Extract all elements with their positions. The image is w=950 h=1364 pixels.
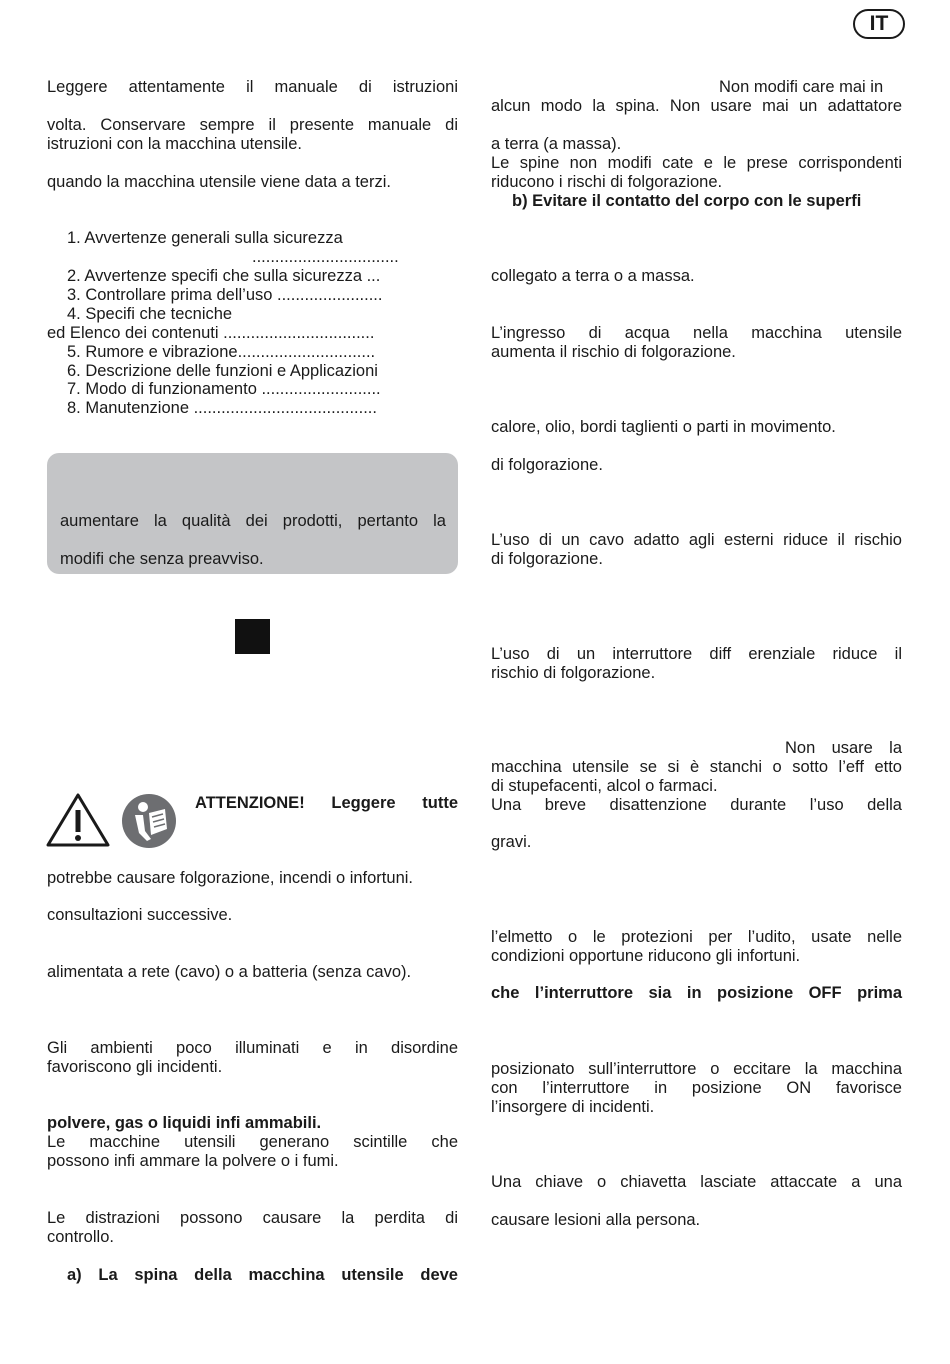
body-line-10: controllo. [47, 1228, 114, 1246]
right-line-2: alcun modo la spina. Non usare mai un adattatore [491, 97, 902, 115]
toc-item-4[interactable]: 4. Specifi che tecniche [67, 305, 233, 323]
body-line-6: polvere, gas o liquidi infi ammabili. [47, 1114, 322, 1132]
toc-item-7[interactable]: 7. Modo di funzionamento .......................... [67, 380, 381, 398]
right-line-11: di folgorazione. [491, 456, 603, 474]
right-line-8: L’ingresso di acqua nella macchina utensile [491, 324, 902, 342]
toc-item-4-cont[interactable]: ed Elenco dei contenuti ................................. [47, 324, 375, 342]
body-line-7: Le macchine utensili generano scintille che [47, 1133, 458, 1151]
warning-heading: ATTENZIONE! Leggere tutte [195, 794, 458, 812]
toc-item-8[interactable]: 8. Manutenzione ........................................ [67, 399, 377, 417]
right-line-4: Le spine non modifi cate e le prese corrispondenti [491, 154, 902, 172]
right-line-17: macchina utensile se si è stanchi o sotto l’eff etto [491, 758, 902, 776]
toc-item-1[interactable]: 1. Avvertenze generali sulla sicurezza [67, 229, 343, 247]
right-line-15: rischio di folgorazione. [491, 664, 656, 682]
right-line-27: Una chiave o chiavetta lasciate attaccate a una [491, 1173, 902, 1191]
right-line-28: causare lesioni alla persona. [491, 1211, 701, 1229]
right-line-3: a terra (a massa). [491, 135, 622, 153]
body-line-3: alimentata a rete (cavo) o a batteria (senza cavo). [47, 963, 412, 981]
right-line-20: gravi. [491, 833, 532, 851]
body-line-8: possono infi ammare la polvere o i fumi. [47, 1152, 339, 1170]
right-line-1: Non modifi care mai in [719, 78, 884, 96]
right-line-5: riducono i rischi di folgorazione. [491, 173, 723, 191]
body-line-2: consultazioni successive. [47, 906, 233, 924]
right-line-12: L’uso di un cavo adatto agli esterni riduce il rischio [491, 531, 902, 549]
warning-triangle-icon [45, 792, 111, 848]
right-line-6: b) Evitare il contatto del corpo con le superfi [512, 192, 862, 210]
intro-line-3: istruzioni con la macchina utensile. [47, 135, 302, 153]
right-line-19: Una breve disattenzione durante l’uso della [491, 796, 902, 814]
intro-line-1: Leggere attentamente il manuale di istruzioni [47, 78, 458, 96]
right-line-22: condizioni opportune riducono gli infortuni. [491, 947, 801, 965]
right-line-18: di stupefacenti, alcol o farmaci. [491, 777, 718, 795]
right-line-10: calore, olio, bordi taglienti o parti in movimento. [491, 418, 836, 436]
right-line-14: L’uso di un interruttore diff erenziale riduce il [491, 645, 902, 663]
body-line-11: a) La spina della macchina utensile deve [67, 1266, 458, 1284]
intro-line-4: quando la macchina utensile viene data a terzi. [47, 173, 391, 191]
right-line-25: con l’interruttore in posizione ON favorisce [491, 1079, 902, 1097]
language-badge: IT [853, 9, 905, 39]
right-line-16: Non usare la [785, 739, 902, 757]
body-line-1: potrebbe causare folgorazione, incendi o infortuni. [47, 869, 413, 887]
body-line-4: Gli ambienti poco illuminati e in disordine [47, 1039, 458, 1057]
toc-item-6[interactable]: 6. Descrizione delle funzioni e Applicazioni [67, 362, 378, 380]
right-line-7: collegato a terra o a massa. [491, 267, 695, 285]
read-manual-icon [121, 793, 177, 849]
body-line-9: Le distrazioni possono causare la perdita di [47, 1209, 458, 1227]
right-line-26: l’insorgere di incidenti. [491, 1098, 655, 1116]
body-line-5: favoriscono gli incidenti. [47, 1058, 223, 1076]
toc-item-3[interactable]: 3. Controllare prima dell’uso ....................... [67, 286, 383, 304]
toc-item-5[interactable]: 5. Rumore e vibrazione.............................. [67, 343, 376, 361]
toc-item-2[interactable]: 2. Avvertenze specifi che sulla sicurezza ... [67, 267, 381, 285]
notice-line-1: aumentare la qualità dei prodotti, pertanto la [60, 512, 446, 530]
right-line-24: posizionato sull’interruttore o eccitare la macchina [491, 1060, 902, 1078]
notice-line-2: modifi che senza preavviso. [60, 550, 264, 568]
right-line-23: che l’interruttore sia in posizione OFF prima [491, 984, 902, 1002]
intro-line-2: volta. Conservare sempre il presente manuale di [47, 116, 458, 134]
right-line-21: l’elmetto o le protezioni per l’udito, usate nelle [491, 928, 902, 946]
right-line-13: di folgorazione. [491, 550, 603, 568]
section-marker-square [235, 619, 270, 654]
toc-item-1-dots: ................................ [252, 248, 399, 266]
right-line-9: aumenta il rischio di folgorazione. [491, 343, 736, 361]
